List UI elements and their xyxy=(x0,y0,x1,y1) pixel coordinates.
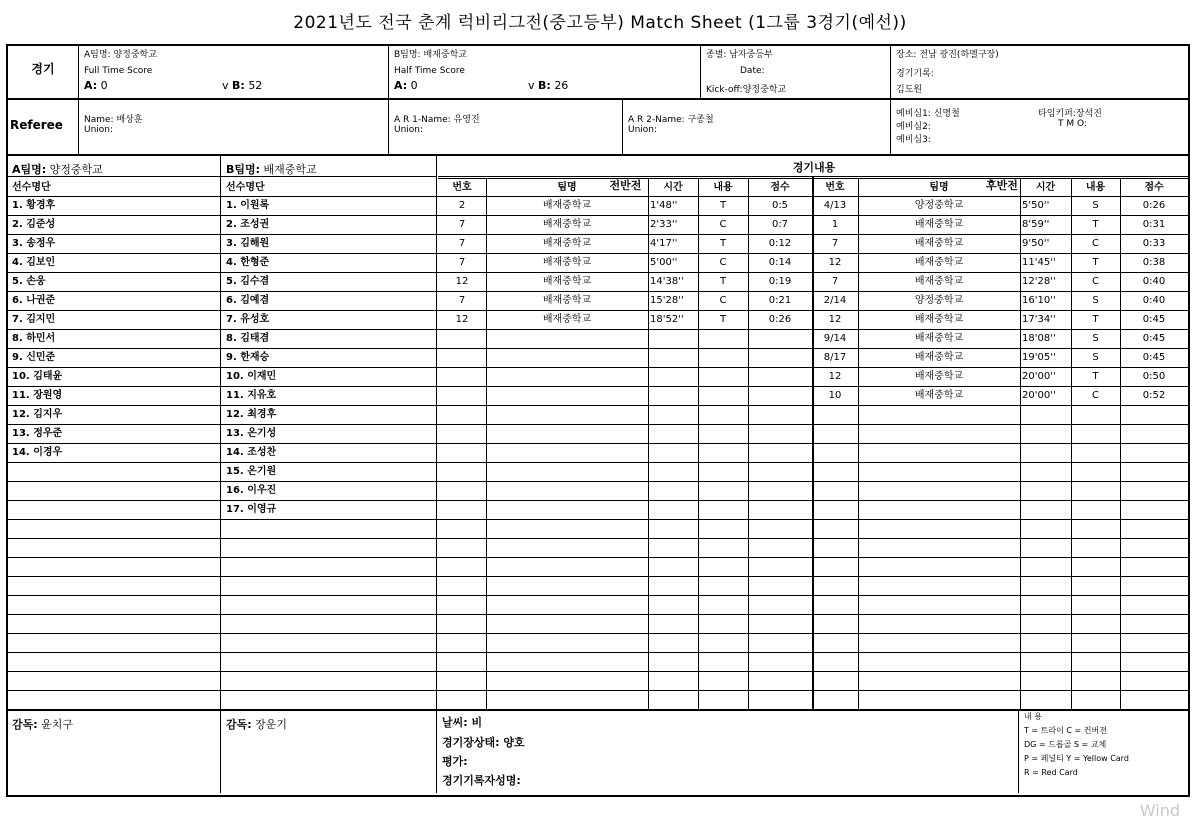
second-half-cell: 20'00'' xyxy=(1022,390,1056,401)
first-half-cell: 0:19 xyxy=(768,276,792,287)
grid-hline xyxy=(438,176,1190,177)
second-half-cell: S xyxy=(1092,200,1099,211)
recorder-sign: 경기기록자성명: xyxy=(442,774,521,787)
team-b-header: B팀명: 배재중학교 xyxy=(226,163,317,176)
watermark-text: Wind xyxy=(1139,801,1180,820)
grid-hline xyxy=(8,176,436,177)
grid-hline xyxy=(8,519,1188,520)
player-a: 2. 김준성 xyxy=(12,219,56,230)
second-half-cell: T xyxy=(1092,219,1099,230)
grid-vline xyxy=(436,154,437,793)
kickoff-info: Kick-off:양정중학교 xyxy=(706,85,787,95)
second-half-cell: 9'50'' xyxy=(1022,238,1050,249)
second-half-cell: C xyxy=(1092,390,1099,401)
first-half-cell: 1'48'' xyxy=(650,200,678,211)
second-half-cell: S xyxy=(1092,352,1099,363)
second-half-label: 후반전 xyxy=(986,179,1018,192)
grid-vline xyxy=(700,46,701,98)
referee-union: Union: xyxy=(84,125,114,135)
recorder-name: 김도원 xyxy=(896,85,923,95)
player-b: 10. 이재민 xyxy=(226,371,277,382)
second-half-cell: 8'59'' xyxy=(1022,219,1050,230)
second-half-cell: 2/14 xyxy=(823,295,847,306)
second-half-cell: 배재중학교 xyxy=(914,352,964,363)
first-half-cell: 0:14 xyxy=(768,257,792,268)
first-half-cell: T xyxy=(719,200,727,211)
tmo: T M O: xyxy=(1058,119,1087,129)
player-b: 5. 김수겸 xyxy=(226,276,270,287)
first-half-cell: 배재중학교 xyxy=(542,200,592,211)
first-half-cell: 2'33'' xyxy=(650,219,678,230)
player-b: 8. 김태겸 xyxy=(226,333,270,344)
grid-hline xyxy=(8,633,1188,634)
second-half-cell: 0:40 xyxy=(1142,295,1166,306)
grid-hline xyxy=(8,709,1188,711)
second-half-cell: 0:38 xyxy=(1142,257,1166,268)
first-half-cell: 0:7 xyxy=(771,219,789,230)
grid-vline xyxy=(1018,709,1019,793)
first-half-cell: 7 xyxy=(458,238,466,249)
player-b: 11. 지유호 xyxy=(226,390,277,401)
second-half-cell: 4/13 xyxy=(823,200,847,211)
first-half-cell: 배재중학교 xyxy=(542,257,592,268)
game-label: 경기 xyxy=(31,62,55,76)
grid-hline xyxy=(8,671,1188,672)
timekeeper: 타임키퍼:장석진 xyxy=(1038,109,1102,119)
grid-hline xyxy=(8,348,1188,349)
team-a-info: A팀명: 양정중학교 xyxy=(84,50,157,60)
player-b: 3. 김해원 xyxy=(226,238,270,249)
half-time-label: Half Time Score xyxy=(394,66,465,76)
second-half-cell: 0:26 xyxy=(1142,200,1166,211)
ar2-union: Union: xyxy=(628,125,658,135)
division-info: 종별: 남자중등부 xyxy=(706,50,773,60)
second-half-cell: 19'05'' xyxy=(1022,352,1056,363)
second-half-cell: 12'28'' xyxy=(1022,276,1056,287)
player-b: 9. 한재승 xyxy=(226,352,270,363)
second-half-cell: T xyxy=(1092,257,1099,268)
player-a: 3. 송정우 xyxy=(12,238,56,249)
second-half-cell: 배재중학교 xyxy=(914,238,964,249)
grid-hline xyxy=(8,614,1188,615)
first-half-cell: 12 xyxy=(455,314,469,325)
grid-hline xyxy=(8,386,1188,387)
first-half-cell: 배재중학교 xyxy=(542,295,592,306)
full-time-label: Full Time Score xyxy=(84,66,153,76)
grid-vline xyxy=(622,100,623,154)
second-half-cell: 양정중학교 xyxy=(914,295,964,306)
player-b: 2. 조성권 xyxy=(226,219,270,230)
player-b: 7. 유성호 xyxy=(226,314,270,325)
reserve-2: 예비심2: xyxy=(896,122,931,132)
first-half-cell: 배재중학교 xyxy=(542,276,592,287)
full-time-b: v B: 52 xyxy=(222,79,263,92)
second-half-header: 번호 xyxy=(825,182,845,193)
second-half-cell: T xyxy=(1092,314,1099,325)
second-half-cell: 배재중학교 xyxy=(914,390,964,401)
first-half-cell: 배재중학교 xyxy=(542,314,592,325)
match-content-label: 경기내용 xyxy=(792,161,836,174)
player-b: 16. 이우진 xyxy=(226,485,277,496)
referee-name: Name: 배상훈 xyxy=(84,115,143,125)
second-half-cell: 배재중학교 xyxy=(914,314,964,325)
player-b: 4. 한형준 xyxy=(226,257,270,268)
legend-line-4: R = Red Card xyxy=(1024,768,1078,777)
second-half-header: 시간 xyxy=(1035,182,1056,193)
grid-hline xyxy=(8,234,1188,235)
first-half-header: 내용 xyxy=(713,182,733,193)
grid-hline xyxy=(8,367,1188,368)
venue-info: 장소: 전남 광진(하멜구장) xyxy=(896,50,999,60)
second-half-cell: 0:45 xyxy=(1142,352,1166,363)
grid-hline xyxy=(8,595,1188,596)
player-a: 8. 하민서 xyxy=(12,333,56,344)
first-half-cell: 5'00'' xyxy=(650,257,678,268)
recorder-label: 경기기록: xyxy=(896,69,934,79)
player-a: 14. 이경우 xyxy=(12,447,63,458)
grid-hline xyxy=(8,405,1188,406)
first-half-cell: 0:5 xyxy=(771,200,789,211)
grid-hline xyxy=(8,154,1188,156)
ar1-name: A R 1-Name: 유영진 xyxy=(394,115,480,125)
second-half-cell: S xyxy=(1092,333,1099,344)
first-half-cell: 14'38'' xyxy=(650,276,684,287)
player-a: 1. 황경후 xyxy=(12,200,56,211)
grid-hline xyxy=(8,272,1188,273)
first-half-header: 점수 xyxy=(770,182,790,193)
first-half-cell: 4'17'' xyxy=(650,238,678,249)
grid-vline xyxy=(220,154,221,709)
second-half-cell: C xyxy=(1092,238,1099,249)
second-half-cell: 배재중학교 xyxy=(914,371,964,382)
player-b: 13. 온기성 xyxy=(226,428,277,439)
second-half-cell: 12 xyxy=(828,371,842,382)
second-half-cell: C xyxy=(1092,276,1099,287)
grid-hline xyxy=(8,310,1188,311)
second-half-cell: S xyxy=(1092,295,1099,306)
second-half-cell: 양정중학교 xyxy=(914,200,964,211)
weather: 날씨: 비 xyxy=(442,716,483,729)
grid-vline xyxy=(78,46,79,154)
first-half-header: 시간 xyxy=(663,182,683,193)
first-half-cell: C xyxy=(719,257,727,268)
grid-hline xyxy=(8,576,1188,577)
grid-hline xyxy=(8,538,1188,539)
first-half-cell: 배재중학교 xyxy=(542,219,592,230)
second-half-cell: 배재중학교 xyxy=(914,276,964,287)
second-half-cell: 16'10'' xyxy=(1022,295,1056,306)
grid-hline xyxy=(8,557,1188,558)
second-half-cell: 0:40 xyxy=(1142,276,1166,287)
second-half-cell: 0:52 xyxy=(1142,390,1166,401)
player-b: 1. 이원록 xyxy=(226,200,270,211)
first-half-cell: 7 xyxy=(458,257,466,268)
grid-hline xyxy=(8,500,1188,501)
player-b: 12. 최경후 xyxy=(226,409,277,420)
ar2-name: A R 2-Name: 구종철 xyxy=(628,115,714,125)
evaluation: 평가: xyxy=(442,755,468,768)
second-half-cell: 0:31 xyxy=(1142,219,1166,230)
half-time-a: A: 0 xyxy=(394,79,418,92)
second-half-cell: 18'08'' xyxy=(1022,333,1056,344)
second-half-cell: 12 xyxy=(828,257,842,268)
second-half-header: 내용 xyxy=(1085,182,1106,193)
second-half-cell: 17'34'' xyxy=(1022,314,1056,325)
second-half-cell: 9/14 xyxy=(823,333,847,344)
grid-vline xyxy=(220,709,221,793)
second-half-cell: T xyxy=(1092,371,1099,382)
first-half-header: 번호 xyxy=(452,182,472,193)
player-a: 4. 김보인 xyxy=(12,257,56,268)
first-half-cell: 0:21 xyxy=(768,295,792,306)
player-a: 10. 김태윤 xyxy=(12,371,63,382)
second-half-cell: 20'00'' xyxy=(1022,371,1056,382)
first-half-cell: T xyxy=(719,314,727,325)
grid-hline xyxy=(8,652,1188,653)
second-half-cell: 12 xyxy=(828,314,842,325)
grid-vline xyxy=(890,100,891,154)
player-a: 6. 나권준 xyxy=(12,295,56,306)
grid-hline xyxy=(8,443,1188,444)
first-half-cell: 0:26 xyxy=(768,314,792,325)
second-half-header: 팀명 xyxy=(929,182,949,193)
first-half-cell: 2 xyxy=(458,200,466,211)
grid-hline xyxy=(8,253,1188,254)
second-half-header: 점수 xyxy=(1144,182,1164,193)
grid-hline xyxy=(8,291,1188,292)
coach-b: 감독: 장운기 xyxy=(226,718,288,731)
grid-hline xyxy=(8,98,1188,100)
half-time-b: v B: 26 xyxy=(528,79,569,92)
grid-vline xyxy=(388,46,389,98)
full-time-a: A: 0 xyxy=(84,79,108,92)
grid-vline xyxy=(890,46,891,98)
player-a: 12. 김지우 xyxy=(12,409,63,420)
second-half-cell: 배재중학교 xyxy=(914,333,964,344)
grid-hline xyxy=(8,462,1188,463)
first-half-cell: 0:12 xyxy=(768,238,792,249)
reserve-1: 예비심1: 신명철 xyxy=(896,109,960,119)
grid-hline xyxy=(8,690,1188,691)
coach-a: 감독: 윤치구 xyxy=(12,718,74,731)
player-a: 13. 정우준 xyxy=(12,428,63,439)
second-half-cell: 0:45 xyxy=(1142,314,1166,325)
player-b: 6. 김예겸 xyxy=(226,295,270,306)
second-half-cell: 5'50'' xyxy=(1022,200,1050,211)
first-half-header: 팀명 xyxy=(557,182,577,193)
legend-line-1: T = 트라이 C = 컨버젼 xyxy=(1024,726,1107,735)
second-half-cell: 7 xyxy=(831,276,839,287)
player-a: 7. 김지민 xyxy=(12,314,56,325)
first-half-cell: C xyxy=(719,295,727,306)
grid-hline xyxy=(8,329,1188,330)
player-a: 9. 신민준 xyxy=(12,352,56,363)
first-half-cell: 15'28'' xyxy=(650,295,684,306)
first-half-cell: 18'52'' xyxy=(650,314,684,325)
player-b: 17. 이영규 xyxy=(226,504,277,515)
legend xyxy=(1024,710,1129,780)
match-sheet xyxy=(6,44,1190,797)
second-half-cell: 배재중학교 xyxy=(914,257,964,268)
date-label: Date: xyxy=(740,66,765,76)
first-half-cell: C xyxy=(719,219,727,230)
second-half-cell: 8/17 xyxy=(823,352,847,363)
grid-hline xyxy=(8,424,1188,425)
second-half-cell: 0:45 xyxy=(1142,333,1166,344)
second-half-cell: 배재중학교 xyxy=(914,219,964,230)
sheet-title: 2021년도 전국 춘계 럭비리그전(중고등부) Match Sheet (1그룹 3경기(예선)) xyxy=(293,13,907,33)
second-half-cell: 7 xyxy=(831,238,839,249)
second-half-cell: 0:50 xyxy=(1142,371,1166,382)
ar1-union: Union: xyxy=(394,125,424,135)
first-half-cell: 7 xyxy=(458,219,466,230)
first-half-cell: T xyxy=(719,238,727,249)
player-a: 11. 장원영 xyxy=(12,390,63,401)
first-half-label: 전반전 xyxy=(609,179,642,192)
second-half-cell: 0:33 xyxy=(1142,238,1166,249)
second-half-cell: 1 xyxy=(831,219,839,230)
first-half-cell: 배재중학교 xyxy=(542,238,592,249)
legend-line-2: DG = 드롭골 S = 교체 xyxy=(1024,740,1107,749)
field-condition: 경기장상태: 양호 xyxy=(442,736,525,749)
second-half-cell: 10 xyxy=(828,390,842,401)
legend-line-3: P = 페널티 Y = Yellow Card xyxy=(1024,754,1129,763)
player-a: 5. 손웅 xyxy=(12,276,46,287)
first-half-cell: T xyxy=(719,276,727,287)
grid-hline xyxy=(8,215,1188,216)
first-half-cell: 12 xyxy=(455,276,469,287)
first-half-cell: 7 xyxy=(458,295,466,306)
referee-label: Referee xyxy=(10,118,63,132)
player-b: 15. 온기원 xyxy=(226,466,277,477)
team-a-header: A팀명: 양정중학교 xyxy=(12,163,103,176)
reserve-3: 예비심3: xyxy=(896,135,931,145)
team-b-info: B팀명: 배재중학교 xyxy=(394,50,467,60)
roster-header-b: 선수명단 xyxy=(226,182,265,193)
grid-hline xyxy=(438,178,1190,179)
second-half-cell: 11'45'' xyxy=(1022,257,1056,268)
grid-vline xyxy=(388,100,389,154)
player-b: 14. 조성찬 xyxy=(226,447,277,458)
grid-hline xyxy=(8,481,1188,482)
legend-title: 내 용 xyxy=(1024,712,1042,721)
roster-header-a: 선수명단 xyxy=(12,182,51,193)
grid-hline xyxy=(8,196,1188,197)
